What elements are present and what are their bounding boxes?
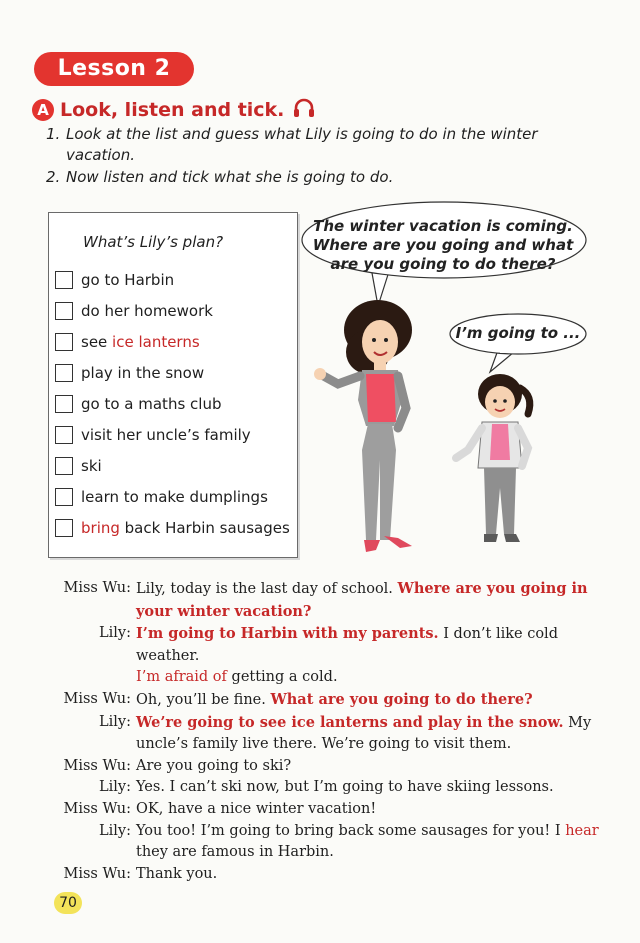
speaker-label: Miss Wu: [63,800,131,817]
teacher-bubble-text: The winter vacation is coming. Where are you going and what are you going to do there? [312,217,574,273]
checkbox-icon[interactable] [55,395,73,413]
speaker-label: Miss Wu: [63,865,131,882]
plan-item [55,357,290,388]
speaker-label [44,601,131,624]
speaker-label [44,734,131,756]
plan-item-label: go to Harbin [81,270,175,289]
plan-item [55,481,290,512]
plan-item [55,388,290,419]
page-number-badge [54,892,82,914]
dialogue-line [44,712,624,735]
plan-item-label: visit her uncle’s family [81,425,251,444]
plan-item-label: do her homework [81,301,213,320]
checkbox-icon[interactable] [55,333,73,351]
speech-text: Thank you. [136,865,218,882]
lily-bubble-text: I’m going to ... [455,324,581,342]
plan-item-label: go to a maths club [81,394,222,413]
headphones-icon[interactable] [292,97,316,123]
checkbox-icon[interactable] [55,519,73,537]
plan-item [55,450,290,481]
speech-text: uncle’s family live there. We’re going to visit them. [136,736,512,753]
speaker-label [44,842,131,864]
plan-item [55,512,290,543]
lesson-title: Lesson 2 [57,56,171,81]
dialogue-line [44,667,624,689]
dialogue-line [44,864,624,886]
speaker-label [44,667,131,689]
speech-text: they are famous in Harbin. [136,844,334,861]
instruction-1-text: Look at the list and guess what Lily is going to do in the winter [66,125,538,143]
speaker-label: Lily: [99,713,131,730]
section-heading [32,97,316,123]
plan-item [55,419,290,450]
plan-checklist-box [48,212,298,558]
dialogue-line [44,601,624,624]
speech-text: I’m afraid of getting a cold. [136,669,338,686]
checkbox-icon[interactable] [55,457,73,475]
section-letter-badge: A [32,99,54,121]
page-number: 70 [59,895,77,911]
speech-text: OK, have a nice winter vacation! [136,800,377,817]
plan-item-label: learn to make dumplings [81,487,268,506]
speech-text: We’re going to see ice lanterns and play in the snow. My [136,713,592,731]
dialogue-line [44,842,624,864]
plan-item-label: ski [81,456,102,475]
section-title: Look, listen and tick. [60,99,285,121]
speech-text: Oh, you’ll be fine. What are you going to do there? [136,690,533,708]
checkbox-icon[interactable] [55,271,73,289]
plan-list [55,264,290,543]
speaker-label: Miss Wu: [63,690,131,707]
instruction-1-text-cont: vacation. [66,146,136,164]
speaker-label: Lily: [99,625,131,642]
plan-item-label: play in the snow [81,363,205,382]
speech-text: I’m going to Harbin with my parents. I don’t like cold weather. [136,625,558,664]
dialogue-line [44,623,624,667]
speaker-label: Miss Wu: [63,580,131,596]
instruction-2-text: Now listen and tick what she is going to do. [66,168,394,186]
instruction-1: 1. Look at the list and guess what Lily is going to do in the winter vacation. [46,125,538,164]
speech-text: Lily, today is the last day of school. Where are you going in [136,580,588,597]
dialogue [44,578,624,885]
plan-title: What’s Lily’s plan? [83,233,224,251]
plan-item-label: bring back Harbin sausages [81,518,290,537]
dialogue-line [44,734,624,756]
lesson-title-pill [34,52,194,86]
dialogue-line [44,777,624,799]
speaker-label: Miss Wu: [63,757,131,774]
dialogue-line [44,689,624,712]
speaker-label: Lily: [99,779,131,796]
checkbox-icon[interactable] [55,488,73,506]
dialogue-line [44,821,624,843]
teacher-illustration [310,300,440,562]
speech-text: Yes. I can’t ski now, but I’m going to have skiing lessons. [136,779,554,796]
plan-item [55,326,290,357]
dialogue-line [44,578,624,601]
speaker-label: Lily: [99,822,131,839]
dialogue-line [44,799,624,821]
speech-text: Are you going to ski? [136,757,292,774]
plan-item [55,295,290,326]
dialogue-line [44,756,624,778]
plan-item [55,264,290,295]
lily-speech-bubble [446,312,596,374]
checkbox-icon[interactable] [55,302,73,320]
speech-text: You too! I’m going to bring back some sausages for you! I hear [136,822,599,839]
speech-text: your winter vacation? [136,602,312,620]
checkbox-icon[interactable] [55,426,73,444]
lily-illustration [452,370,548,554]
plan-item-label: see ice lanterns [81,332,200,351]
checkbox-icon[interactable] [55,364,73,382]
instruction-2: 2. Now listen and tick what she is going to do. [46,168,394,186]
